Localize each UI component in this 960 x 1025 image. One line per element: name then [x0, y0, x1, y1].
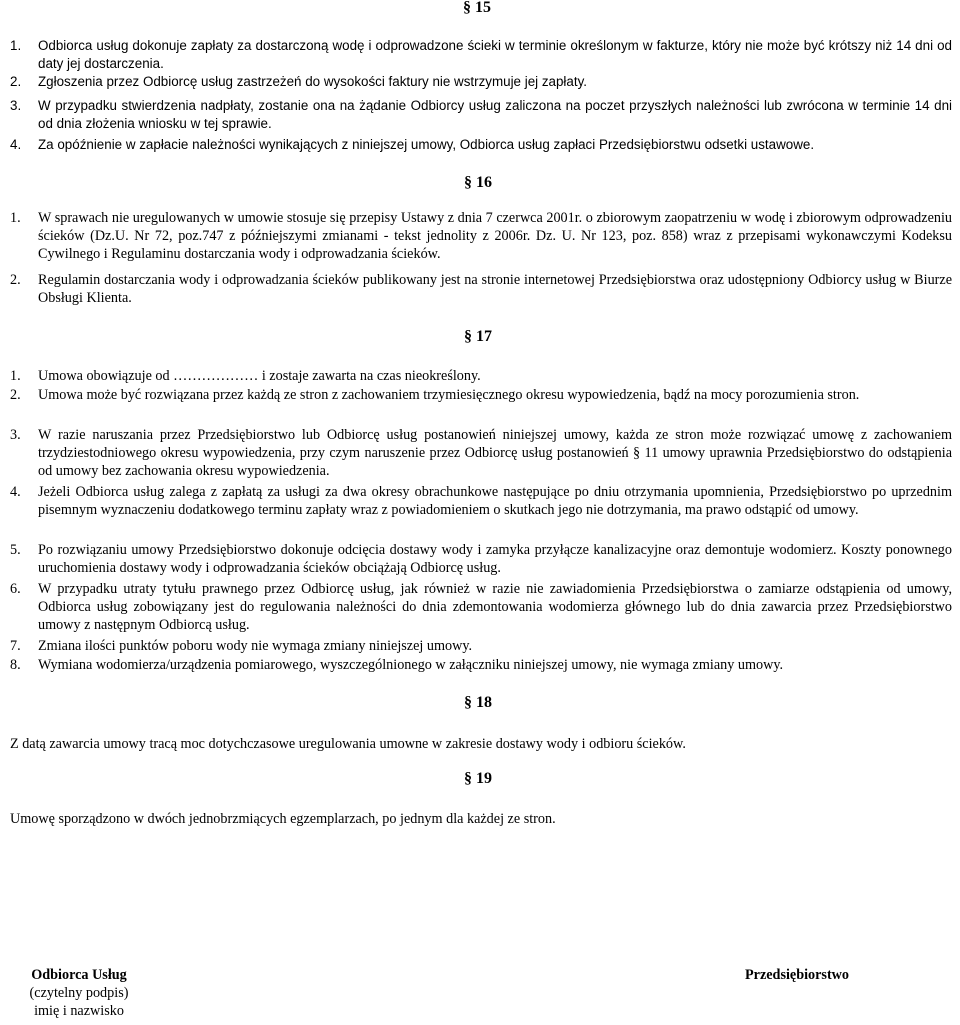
item-number: 1.	[10, 368, 21, 384]
list-item	[10, 637, 952, 655]
list-item	[10, 656, 952, 674]
item-text: Regulamin dostarczania wody i odprowadzania ścieków publikowany jest na stronie internetowej Przedsiębiorstwa oraz udostępniony Odbiorcy usług w Biurze Obsługi Klienta.	[38, 272, 952, 307]
signature-hint-name: imię i nazwisko	[34, 1003, 124, 1019]
item-number: 3.	[10, 427, 21, 443]
item-text: Odbiorca usług dokonuje zapłaty za dostarczoną wodę i odprowadzone ścieki w terminie określonym w fakturze, który nie może być krótszy niż 14 dni od daty jej dostarczenia.	[38, 38, 952, 72]
list-item	[10, 541, 952, 577]
item-number: 4.	[10, 484, 21, 500]
item-text: W razie naruszania przez Przedsiębiorstwo lub Odbiorcę usług postanowień niniejszej umowy, każda ze stron może rozwiązać umowę z zachowaniem trzydziestodniowego okresu wypowiedzenia, przy czym naruszenie przez Odbiorcę usług postanowień § 11 umowy uprawnia Przedsiębiorstwo do odstąpienia od umowy bez zachowania okresu wypowiedzenia.	[38, 427, 952, 480]
signature-block-client	[14, 966, 144, 1020]
item-number: 2.	[10, 272, 21, 288]
list-item	[10, 37, 952, 73]
list-item	[10, 386, 952, 404]
list-item	[10, 483, 952, 519]
list-item	[10, 367, 952, 385]
item-text: W sprawach nie uregulowanych w umowie stosuje się przepisy Ustawy z dnia 7 czerwca 2001r. o zbiorowym zaopatrzeniu w wodę i zbiorowym odprowadzeniu ścieków (Dz.U. Nr 72, poz.747 z późniejszymi zmianami - tekst jednolity z 2006r. Dz. U. Nr 123, poz. 858) wraz z przepisami wykonawczymi Kodeksu Cywilnego i Regulaminu dostarczania wody i odprowadzania ścieków.	[38, 210, 952, 263]
item-text: Zmiana ilości punktów poboru wody nie wymaga zmiany niniejszej umowy.	[38, 638, 473, 654]
item-text: Umowa obowiązuje od ……………… i zostaje zawarta na czas nieokreślony.	[38, 368, 481, 384]
item-text: Po rozwiązaniu umowy Przedsiębiorstwo dokonuje odcięcia dostawy wody i zamyka przyłącze kanalizacyjne oraz demontuje wodomierz. Koszty ponownego uruchomienia dostawy wody i odprowadzania ścieków obciążają Odbiorcę usług.	[38, 542, 952, 577]
item-text: W przypadku utraty tytułu prawnego przez Odbiorcę usług, jak również w razie nie zawiadomienia Przedsiębiorstwa o zamiarze odstąpienia od umowy, Odbiorca usług zobowiązany jest do regulowania należności do dnia zdemontowania wodomierza głównego lub do dnia zawarcia przez Przedsiębiorstwo umowy z następnym Odbiorcą usług.	[38, 581, 952, 634]
item-number: 5.	[10, 542, 21, 558]
list-item	[10, 271, 952, 307]
list-item	[10, 97, 952, 133]
signature-title-company: Przedsiębiorstwo	[745, 967, 850, 983]
item-text: W przypadku stwierdzenia nadpłaty, zostanie ona na żądanie Odbiorcy usług zaliczona na poczet przyszłych należności lub zwrócona w terminie 14 dni od dnia złożenia wniosku w tej sprawie.	[38, 98, 952, 132]
item-number: 6.	[10, 581, 21, 597]
item-number: 2.	[10, 387, 21, 403]
item-text: Jeżeli Odbiorca usług zalega z zapłatą za usługi za dwa okresy obrachunkowe następujące po dniu otrzymania upomnienia, Przedsiębiorstwo po uprzednim pisemnym wyznaczeniu dodatkowego terminu zapłaty wraz z powiadomieniem o skutkach jego nie dotrzymania, ma prawo odstąpić od umowy.	[38, 484, 952, 519]
section-18-text: Z datą zawarcia umowy tracą moc dotychczasowe uregulowania umowne w zakresie dostawy wody i odbioru ścieków.	[10, 736, 686, 752]
list-item	[10, 580, 952, 635]
section-19-text: Umowę sporządzono w dwóch jednobrzmiących egzemplarzach, po jednym dla każdej ze stron.	[10, 811, 556, 827]
item-number: 7.	[10, 638, 21, 654]
list-item	[10, 209, 952, 264]
section-17-title: § 17	[464, 328, 492, 345]
list-item	[10, 136, 952, 154]
item-number: 3.	[10, 98, 22, 113]
item-number: 2.	[10, 74, 22, 89]
signature-block-company	[745, 966, 849, 984]
section-15-title: § 15	[463, 0, 491, 16]
signature-hint-legible: (czytelny podpis)	[29, 985, 129, 1001]
item-text: Wymiana wodomierza/urządzenia pomiarowego, wyszczególnionego w załączniku niniejszej umowy, nie wymaga zmiany umowy.	[38, 657, 784, 673]
section-19-title: § 19	[464, 770, 492, 787]
item-text: Za opóźnienie w zapłacie należności wynikających z niniejszej umowy, Odbiorca usług zapłaci Przedsiębiorstwu odsetki ustawowe.	[38, 137, 815, 152]
signature-title-client: Odbiorca Usług	[31, 967, 127, 983]
item-number: 1.	[10, 210, 21, 226]
section-18-title: § 18	[464, 694, 492, 711]
list-item	[10, 426, 952, 481]
item-number: 4.	[10, 137, 22, 152]
item-text: Zgłoszenia przez Odbiorcę usług zastrzeżeń do wysokości faktury nie wstrzymuje jej zapłaty.	[38, 74, 587, 89]
item-number: 1.	[10, 38, 22, 53]
list-item	[10, 73, 952, 91]
item-text: Umowa może być rozwiązana przez każdą ze stron z zachowaniem trzymiesięcznego okresu wypowiedzenia, bądź na mocy porozumienia stron.	[38, 387, 860, 403]
item-number: 8.	[10, 657, 21, 673]
section-16-title: § 16	[464, 174, 492, 191]
